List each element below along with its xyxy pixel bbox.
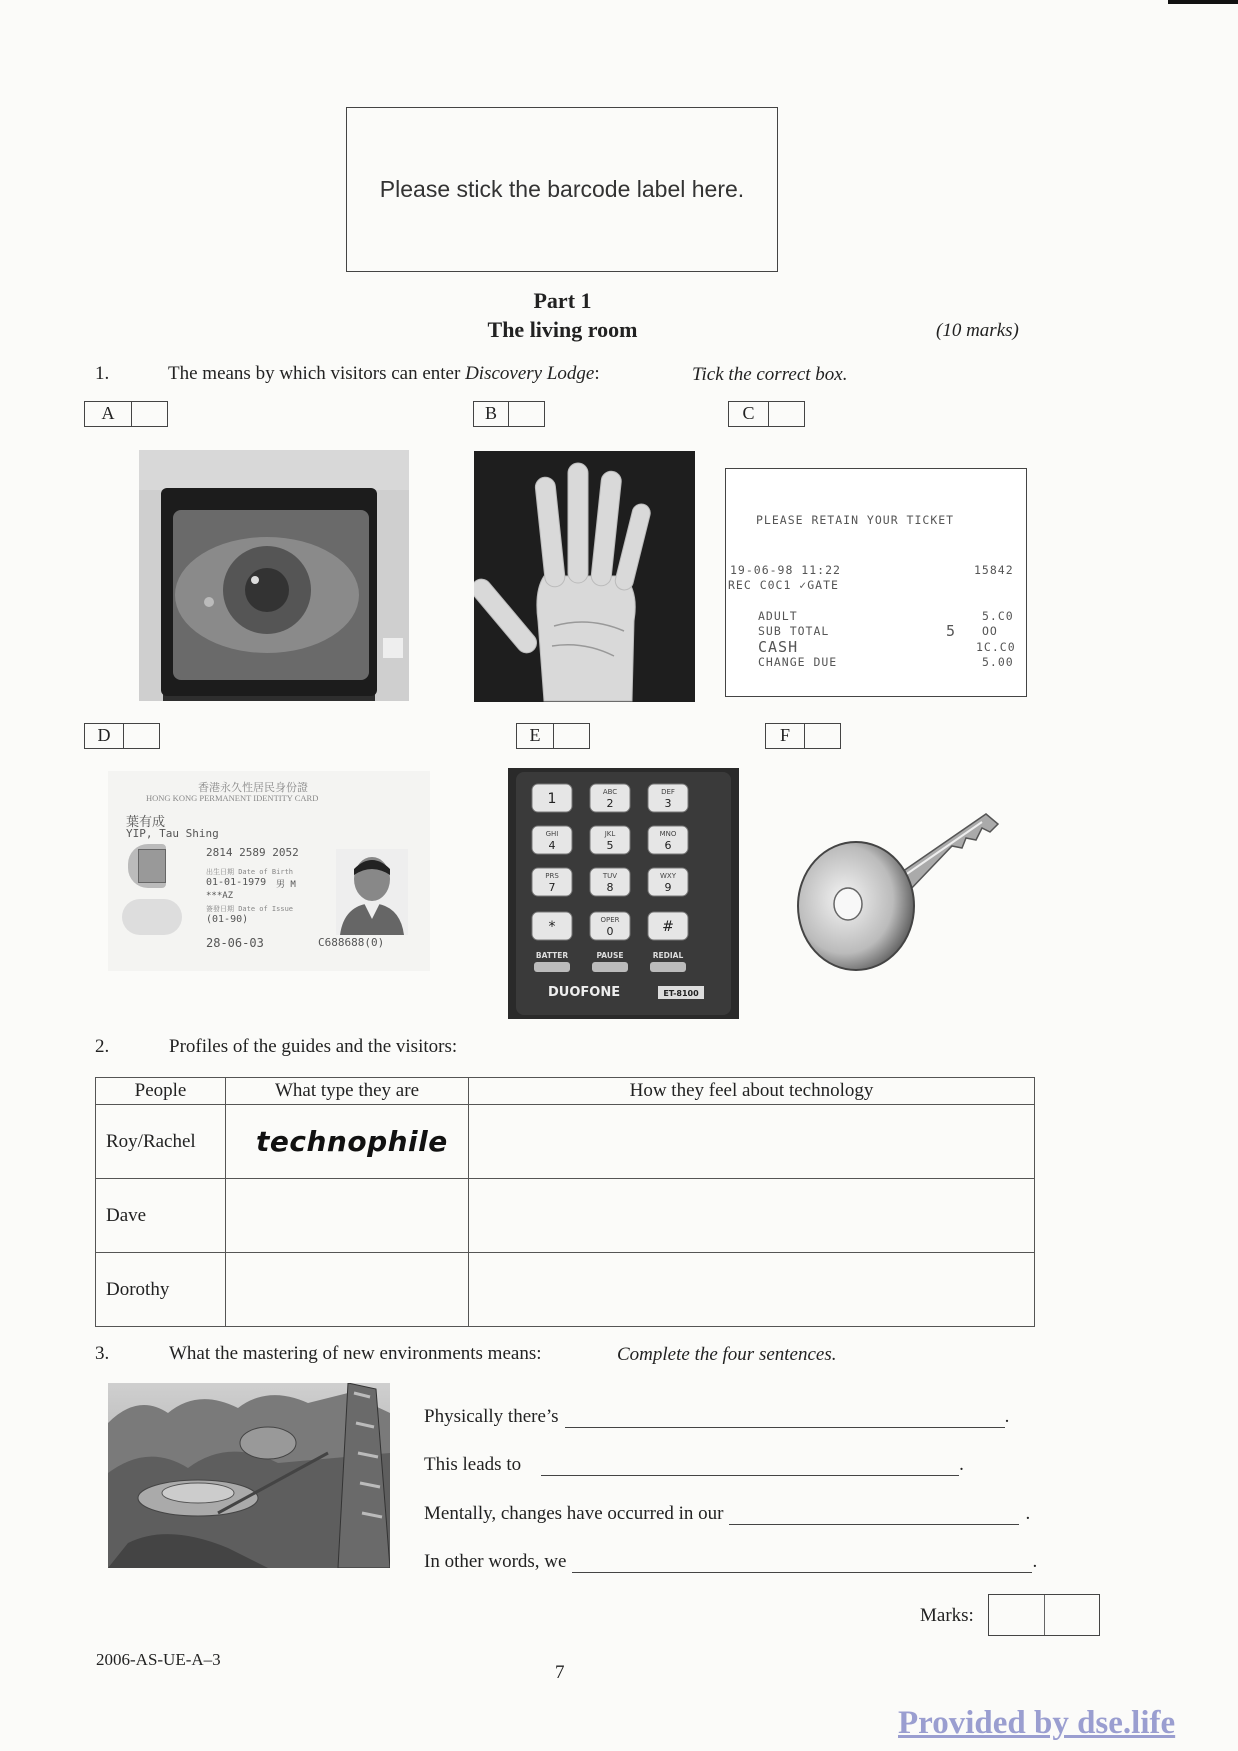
keypad-key: [590, 868, 630, 896]
keypad-key: [590, 784, 630, 812]
marks-label: Marks:: [920, 1605, 974, 1626]
id-header-chinese: 香港永久性居民身份證: [198, 781, 308, 794]
id-dob: 01-01-1979: [206, 877, 267, 888]
id-name: YIP, Tau Shing: [126, 827, 219, 840]
option-d-box: [84, 723, 160, 749]
question-text-colon: :: [594, 363, 600, 384]
cell-people: Dave: [96, 1179, 226, 1253]
sentence-1-blank[interactable]: [565, 1409, 1005, 1428]
id-code: 2814 2589 2052: [206, 846, 299, 859]
svg-text:3: 3: [664, 797, 672, 810]
receipt-line: 19-06-98 11:22: [730, 563, 841, 577]
option-label: B: [474, 402, 509, 426]
svg-text:DEF: DEF: [661, 788, 675, 796]
sentence-3: [424, 1503, 1030, 1525]
paper-code: 2006-AS-UE-A–3: [96, 1650, 221, 1669]
option-f-tickbox[interactable]: [805, 724, 840, 748]
eye-scan-icon: [139, 450, 409, 701]
receipt-ticket-icon: [725, 468, 1027, 697]
question-text: Profiles of the guides and the visitors:: [169, 1036, 458, 1057]
id-bottom-date: 28-06-03: [206, 936, 264, 950]
svg-text:6: 6: [664, 839, 672, 852]
part-marks: (10 marks): [936, 320, 1019, 341]
cell-type-answer[interactable]: [226, 1253, 469, 1327]
receipt-value: 5.00: [982, 655, 1014, 669]
part-title: The living room: [487, 317, 638, 342]
receipt-line: PLEASE RETAIN YOUR TICKET: [756, 513, 955, 527]
keypad-key: [590, 912, 630, 940]
marks-box: [988, 1594, 1100, 1636]
table-header-row: [96, 1078, 1035, 1105]
keypad-brand: DUOFONE: [548, 985, 621, 1000]
header-type: What type they are: [226, 1078, 469, 1105]
id-chinese-name: 葉有成: [126, 815, 166, 830]
portrait-photo-icon: [336, 849, 408, 935]
svg-text:MNO: MNO: [659, 830, 677, 838]
receipt-row: ADULT: [758, 609, 798, 623]
question-text-plain: The means by which visitors can enter: [168, 363, 466, 384]
cell-feel-answer[interactable]: [469, 1179, 1035, 1253]
profiles-table: [95, 1077, 1035, 1327]
sentence-end: .: [1025, 1503, 1031, 1524]
question-text: [168, 363, 600, 385]
option-label: D: [85, 724, 124, 748]
keypad-key: [590, 826, 630, 854]
id-issue-label: 簽發日期 Date of Issue: [206, 905, 294, 913]
sentence-prefix: In other words, we: [424, 1551, 567, 1572]
marks-cell-2[interactable]: [1045, 1595, 1100, 1635]
sentence-end: .: [959, 1454, 964, 1475]
key-icon: [786, 796, 1006, 981]
svg-text:4: 4: [548, 839, 556, 852]
header-people: People: [96, 1078, 226, 1105]
keypad-key: [648, 826, 688, 854]
cell-type-answer[interactable]: [226, 1179, 469, 1253]
receipt-value: 1C.C0: [976, 640, 1016, 654]
svg-text:1: 1: [547, 791, 557, 807]
svg-text:5: 5: [606, 839, 614, 852]
cell-feel-answer[interactable]: [469, 1253, 1035, 1327]
id-issue: (01-90): [206, 914, 249, 925]
svg-text:8: 8: [606, 881, 614, 894]
option-b-box: [473, 401, 545, 427]
sentence-end: .: [1004, 1406, 1010, 1427]
marks-cell-1[interactable]: [989, 1595, 1045, 1635]
palm-print-icon: [474, 451, 695, 702]
sentence-end: .: [1032, 1551, 1038, 1572]
svg-text:2: 2: [606, 797, 614, 810]
svg-text:*: *: [548, 919, 556, 935]
option-b-tickbox[interactable]: [509, 402, 544, 426]
sentence-4: [424, 1551, 1037, 1573]
svg-text:7: 7: [548, 881, 556, 894]
receipt-line: REC C0C1 ✓GATE: [728, 578, 839, 592]
option-c-tickbox[interactable]: [769, 402, 804, 426]
chip-contacts: [138, 849, 166, 883]
question-text: What the mastering of new environments means:: [169, 1343, 542, 1364]
sentence-2-blank[interactable]: [541, 1457, 959, 1476]
option-a-tickbox[interactable]: [132, 402, 167, 426]
keypad-key: [648, 868, 688, 896]
receipt-line: 15842: [974, 563, 1014, 577]
keypad-key: [648, 912, 688, 940]
question-number: 2.: [95, 1036, 110, 1057]
keypad-key: [648, 784, 688, 812]
option-d-tickbox[interactable]: [124, 724, 159, 748]
svg-text:ABC: ABC: [602, 788, 618, 796]
svg-text:JKL: JKL: [604, 830, 616, 838]
svg-text:9: 9: [664, 881, 672, 894]
question-instruction: Tick the correct box.: [692, 364, 848, 385]
cell-type-answer[interactable]: technophile: [226, 1105, 469, 1179]
sentence-4-blank[interactable]: [572, 1554, 1032, 1573]
receipt-value: 5: [946, 622, 957, 640]
question-text-italic: Discovery Lodge: [465, 363, 595, 384]
option-c-box: [728, 401, 805, 427]
svg-text:BATTER: BATTER: [535, 951, 569, 960]
option-a-box: [84, 401, 168, 427]
svg-text:#: #: [662, 919, 674, 935]
futuristic-city-icon: [108, 1383, 390, 1568]
barcode-label-area: [346, 107, 778, 272]
table-row: [96, 1179, 1035, 1253]
sentence-1: [424, 1406, 1009, 1428]
option-f-box: [765, 723, 841, 749]
sentence-prefix: Physically there’s: [424, 1406, 559, 1427]
sentence-3-blank[interactable]: [729, 1506, 1019, 1525]
receipt-value: 5.C0: [982, 609, 1014, 623]
svg-text:GHI: GHI: [545, 830, 559, 838]
page-edge-mark: [1168, 0, 1238, 4]
part-number: Part 1: [533, 288, 592, 313]
table-row: [96, 1105, 1035, 1179]
option-e-tickbox[interactable]: [554, 724, 589, 748]
svg-text:REDIAL: REDIAL: [652, 951, 684, 960]
question-instruction: Complete the four sentences.: [617, 1344, 837, 1365]
watermark-link[interactable]: Provided by dse.life: [898, 1705, 1176, 1741]
sentence-2: [424, 1454, 964, 1476]
cell-people: Roy/Rachel: [96, 1105, 226, 1179]
hologram-icon: [122, 899, 182, 935]
keypad-model: ET-8100: [663, 989, 699, 998]
keypad-icon: [508, 768, 739, 1019]
receipt-row: CASH: [758, 638, 799, 656]
keypad-key: [532, 912, 572, 940]
sentence-prefix: This leads to: [424, 1454, 522, 1475]
id-dob-label: 出生日期 Date of Birth: [206, 868, 294, 876]
table-row: [96, 1253, 1035, 1327]
option-label: E: [517, 724, 554, 748]
receipt-row: CHANGE DUE: [758, 655, 838, 669]
option-e-box: [516, 723, 590, 749]
question-number: 3.: [95, 1343, 110, 1364]
question-number: 1.: [95, 363, 110, 384]
option-label: F: [766, 724, 805, 748]
svg-text:OPER: OPER: [600, 916, 620, 924]
svg-text:PRS: PRS: [545, 872, 559, 880]
keypad-key: [532, 868, 572, 896]
svg-text:TUV: TUV: [602, 872, 618, 880]
keypad-key: [532, 784, 572, 812]
svg-text:PAUSE: PAUSE: [596, 951, 624, 960]
id-sex: 男 M: [276, 880, 296, 890]
identity-card-icon: [108, 771, 430, 971]
sentence-prefix: Mentally, changes have occurred in our: [424, 1503, 724, 1524]
cell-people: Dorothy: [96, 1253, 226, 1327]
id-number: C688688(0): [318, 936, 385, 949]
svg-text:WXY: WXY: [660, 872, 676, 880]
page-number: 7: [555, 1662, 565, 1683]
option-label: C: [729, 402, 769, 426]
barcode-instruction: Please stick the barcode label here.: [379, 176, 745, 202]
keypad-key: [532, 826, 572, 854]
id-header: HONG KONG PERMANENT IDENTITY CARD: [146, 793, 319, 803]
receipt-row: SUB TOTAL: [758, 624, 830, 638]
id-symbols: ***AZ: [206, 891, 234, 901]
header-feel: How they feel about technology: [469, 1078, 1035, 1105]
receipt-value: OO: [982, 624, 998, 638]
svg-text:0: 0: [606, 925, 614, 938]
option-label: A: [85, 402, 132, 426]
cell-feel-answer[interactable]: [469, 1105, 1035, 1179]
